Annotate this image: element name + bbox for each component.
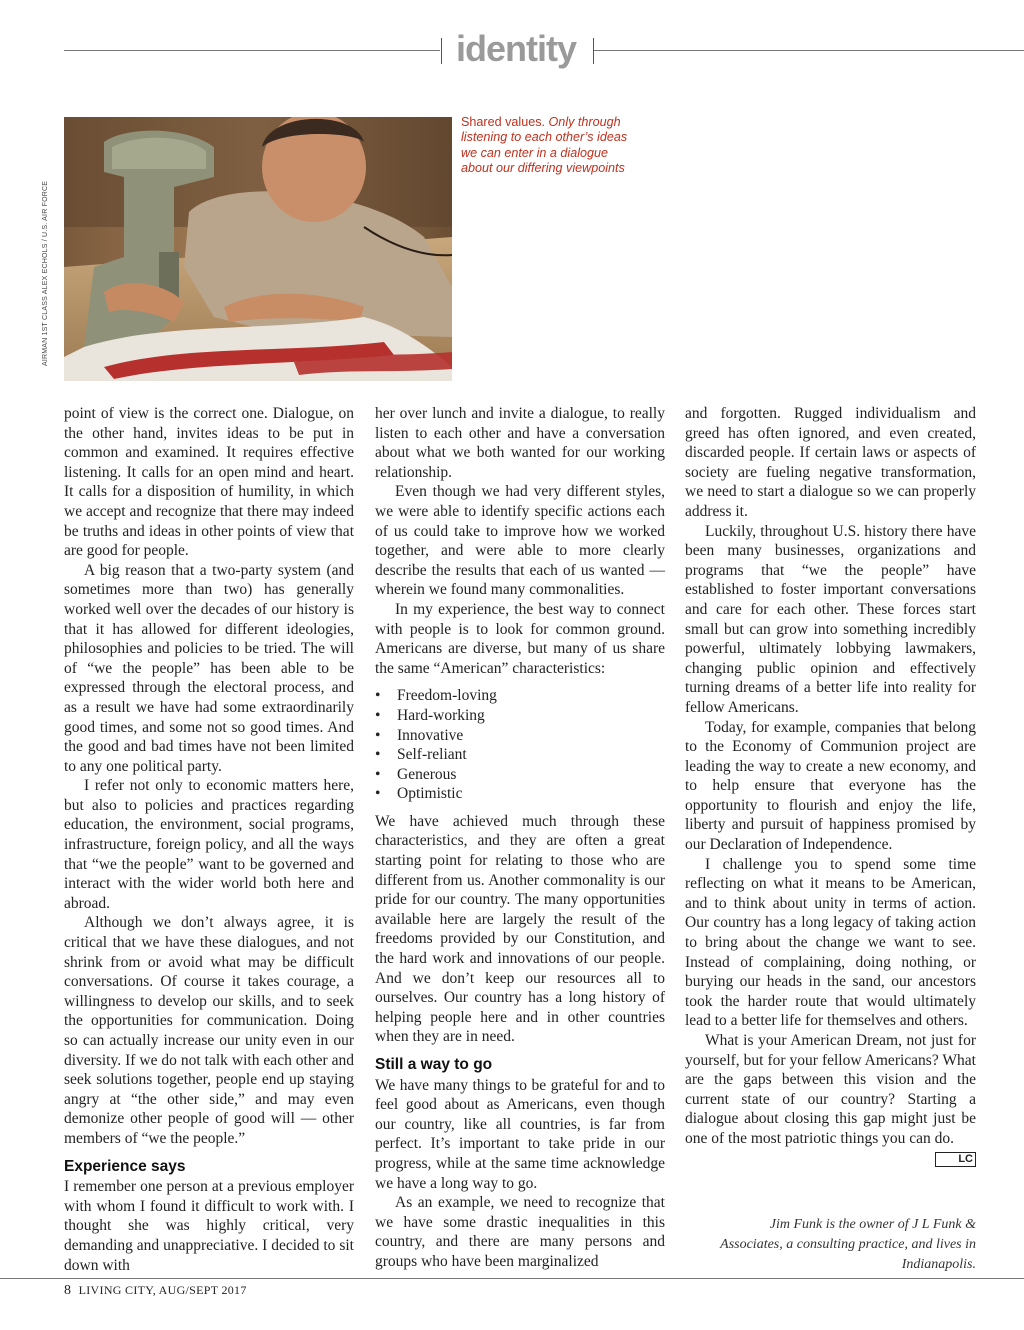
list-item: • Innovative bbox=[375, 726, 665, 746]
paragraph: We have achieved much through these characteristics, and they are often a great starting point for relating to those who are different from us. Another commonality is our pride for our country. The many opportunities available here are largely the result of the freedoms provided by our Constitution, and the hard work and innovations of our people. And we don’t keep our resources all to ourselves. Our country has a long history of helping people here and in other countries when they are in need. bbox=[375, 812, 665, 1046]
subhead-experience-says: Experience says bbox=[64, 1157, 186, 1175]
paragraph: Although we don’t always agree, it is critical that we have these dialogues, and not shrink from or avoid what may be difficult conversations. Of course it takes courage, a willingness to develop our skills, and to seek the opportunities for communication. Doing so can actually increase our unity even in our diversity. If we do not talk with each other and seek solutions together, people end up staying angry at “the other side,” and may even demonize other people of good will — other members of “we the people.” bbox=[64, 914, 354, 1147]
paragraph: In my experience, the best way to connect with people is to look for common ground. Americans are diverse, but many of us share the same “American” characteristics: bbox=[375, 600, 665, 677]
paragraph: I challenge you to spend some time reflecting on what it means to be American, and to think about unity in terms of action. Our country has a long legacy of taking action to bring about the change we want to see. Instead of complaining, doing nothing, or burying our heads in the sand, our ancestors took the harder route that would ultimately lead to a better life for themselves and others. bbox=[685, 855, 976, 1030]
list-item: • Self-reliant bbox=[375, 745, 665, 765]
feature-photo bbox=[64, 117, 452, 381]
footer-rule bbox=[0, 1278, 1024, 1279]
header-rule-right bbox=[594, 50, 1024, 51]
lc-end-mark-icon: LC bbox=[935, 1152, 976, 1167]
author-bio: Jim Funk is the owner of J L Funk & Associates, a consulting practice, and lives in Indianapolis. bbox=[720, 1217, 976, 1272]
subhead-still-a-way-to-go: Still a way to go bbox=[375, 1056, 493, 1073]
paragraph: We have many things to be grateful for and to feel good about as Americans, even though our country, like all countries, is far from perfect. It’s important to take pride in our progress, while at the same time acknowledge we have a long way to go. bbox=[375, 1076, 665, 1192]
paragraph: and forgotten. Rugged individualism and greed has often ignored, and even created, discarded people. If certain laws or aspects of society are fueling negative transformation, we need to start a dialogue so we can properly address it. bbox=[685, 405, 976, 520]
list-item: • Optimistic bbox=[375, 784, 665, 804]
caption-text: Only through listening to each other’s ideas we can enter in a dialogue about our differing viewpoints bbox=[461, 115, 628, 176]
publication-info: LIVING CITY, AUG/SEPT 2017 bbox=[78, 1283, 247, 1297]
column-3 bbox=[685, 404, 976, 1167]
header-tick-right bbox=[593, 38, 594, 64]
section-title: identity bbox=[456, 28, 577, 69]
page-number: 8 bbox=[64, 1283, 72, 1298]
list-item: • Hard-working bbox=[375, 706, 665, 726]
paragraph: Even though we had very different styles, we were able to identify specific actions each of us could take to improve how we worked together, and were able to more clearly describe the results that each of us wanted — wherein we found many commonalities. bbox=[375, 483, 665, 599]
header-rule-left bbox=[64, 50, 440, 51]
column-2 bbox=[375, 404, 665, 1272]
paragraph: Luckily, throughout U.S. history there have been many businesses, organizations and programs that “we the people” have established to foster important conversations and care for each other. These forces start small but can grow into something incredibly powerful, ultimately lobbying lawmakers, changing public opinion and effectively turning dreams of a better life into reality for fellow Americans. bbox=[685, 522, 976, 716]
photo-caption bbox=[461, 115, 631, 177]
column-1 bbox=[64, 404, 354, 1275]
characteristics-list bbox=[375, 686, 665, 804]
caption-lead: Shared values. bbox=[461, 115, 546, 129]
paragraph: I refer not only to economic matters here, but also to policies and practices regarding education, the environment, social programs, infrastructure, foreign policy, and all the ways that “we the people” want to be governed and interact with the wider world both here and abroad. bbox=[64, 777, 354, 912]
paragraph: point of view is the correct one. Dialogue, on the other hand, invites ideas to be put in common and examined. It requires effective listening. It calls for an open mind and heart. It calls for a disposition of humility, in which we accept and recognize that there may indeed be truths and ideas in other points of view that are good for people. bbox=[64, 405, 354, 560]
paragraph: A big reason that a two-party system (and sometimes more than two) has generally worked well over the decades of our history is that it has allowed for different ideologies, philosophies and policies to be tried. The will of “we the people” has been able to be expressed through the electoral process, and as a result we have had some extraordinarily good times, and some not so good times. And the good and bad times have not been limited to any one political party. bbox=[64, 561, 354, 775]
list-item: • Freedom-loving bbox=[375, 686, 665, 706]
paragraph: her over lunch and invite a dialogue, to really listen to each other and have a conversation about what we both wanted for our working relationship. bbox=[375, 405, 665, 481]
photo-credit: AIRMAN 1ST CLASS ALEX ECHOLS / U.S. AIR FORCE bbox=[42, 180, 49, 366]
header-tick-left bbox=[441, 38, 442, 64]
list-item: • Generous bbox=[375, 765, 665, 785]
paragraph: As an example, we need to recognize that we have some drastic inequalities in this country, and there are many persons and groups who have been marginalized bbox=[375, 1194, 665, 1270]
page-footer bbox=[64, 1283, 247, 1299]
paragraph: Today, for example, companies that belong to the Economy of Communion project are leading the way to create a new economy, and to help ensure that everyone has the opportunity to flourish and enjoy the life, liberty and pursuit of happiness promised by our Declaration of Independence. bbox=[685, 718, 976, 854]
paragraph-final bbox=[685, 1031, 976, 1165]
paragraph: I remember one person at a previous employer with whom I found it difficult to work with. I thought she was highly critical, very demanding and unappreciative. I decided to sit down with bbox=[64, 1178, 354, 1274]
final-text: What is your American Dream, not just for yourself, but for your fellow Americans? What are the gaps between this vision and the current state of our country? Starting a dialogue about closing this gap might just be one of the most patriotic things you can do. bbox=[685, 1032, 976, 1147]
